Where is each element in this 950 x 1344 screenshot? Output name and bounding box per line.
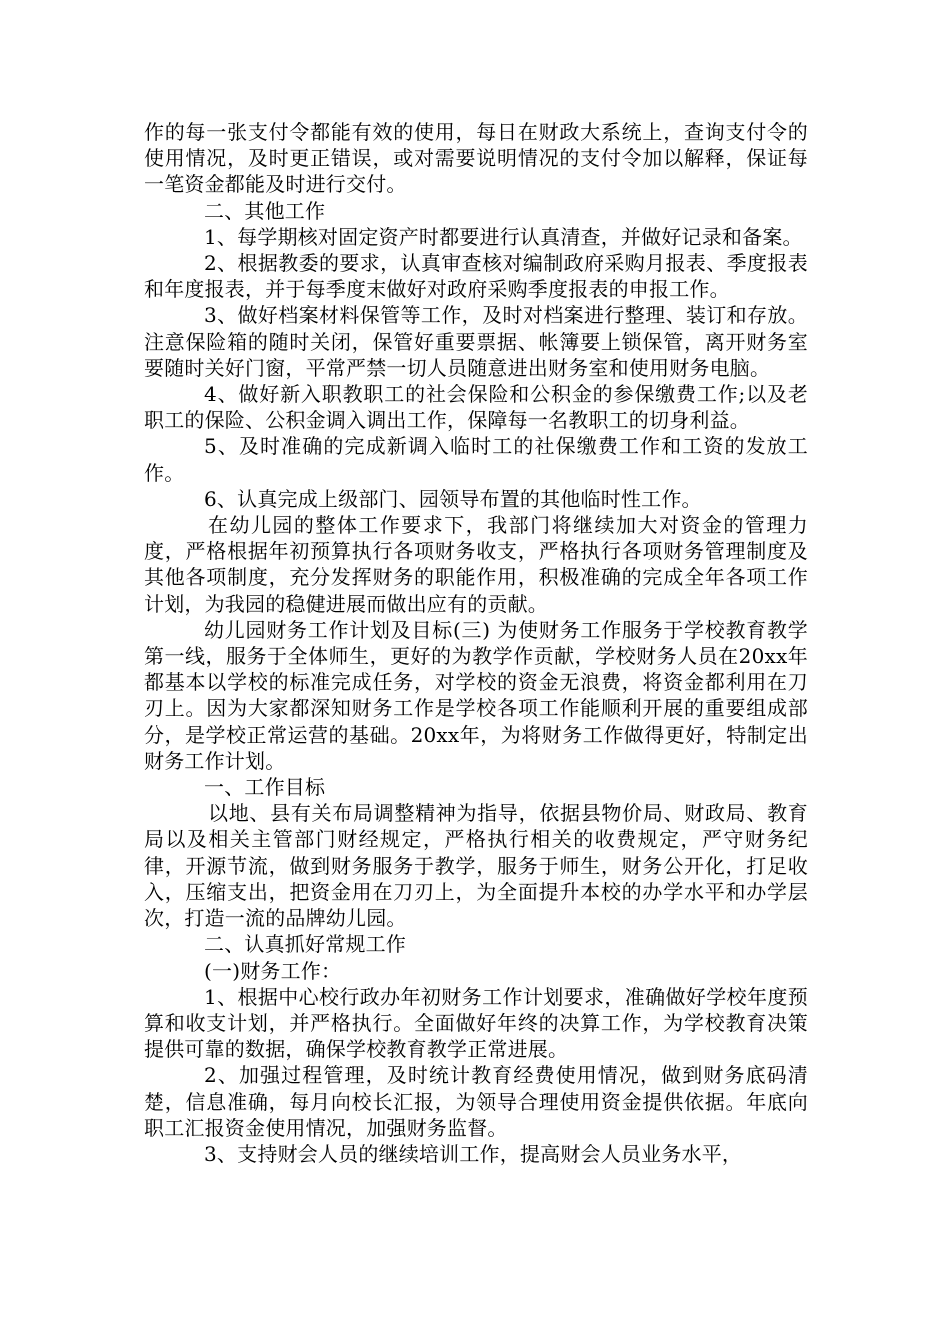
paragraph-plan-three-intro: 幼儿园财务工作计划及目标(三) 为使财务工作服务于学校教育教学第一线，服务于全体师生，更好的为教学作贡献，学校财务人员在20xx年都基本以学校的标准完成任务，对学校的资金无浪费，将资金都利用在刀刃上。因为大家都深知财务工作是学校各项工作能顺利开展的重要组成部分，是学校正常运营的基础。20xx年，为将财务工作做得更好，特制定出财务工作计划。 [144,617,808,773]
subsection-heading-finance-work: (一)财务工作： [204,958,342,983]
paragraph-item-2: 2、根据教委的要求，认真审查核对编制政府采购月报表、季度报表和年度报表，并于每季度末做好对政府采购季度报表的申报工作。 [144,251,808,302]
paragraph-summary: 在幼儿园的整体工作要求下，我部门将继续加大对资金的管理力度，严格根据年初预算执行各项财务收支，严格执行各项财务管理制度及其他各项制度，充分发挥财务的职能作用，积极准确的完成全年各项工作计划，为我园的稳健进展而做出应有的贡献。 [144,513,808,616]
section-heading-other-work: 二、其他工作 [204,198,326,223]
section-heading-routine-work: 二、认真抓好常规工作 [204,932,406,957]
paragraph-goals: 以地、县有关布局调整精神为指导，依据县物价局、财政局、教育局以及相关主管部门财经规定，严格执行相关的收费规定，严守财务纪律，开源节流，做到财务服务于教学，服务于师生，财务公开化，打足收入，压缩支出，把资金用在刀刃上，为全面提升本校的办学水平和办学层次，打造一流的品牌幼儿园。 [144,801,808,931]
paragraph-item-3: 3、做好档案材料保管等工作，及时对档案进行整理、装订和存放。注意保险箱的随时关闭，保管好重要票据、帐簿要上锁保管，离开财务室要随时关好门窗，平常严禁一切人员随意进出财务室和使用财务电脑。 [144,303,808,380]
paragraph-item-4: 4、做好新入职教职工的社会保险和公积金的参保缴费工作;以及老职工的保险、公积金调入调出工作，保障每一名教职工的切身利益。 [144,382,808,433]
document-page [144,119,808,1167]
paragraph-finance-item-3: 3、支持财会人员的继续培训工作，提高财会人员业务水平， [204,1141,743,1166]
paragraph-finance-item-1: 1、根据中心校行政办年初财务工作计划要求，准确做好学校年度预算和收支计划，并严格执行。全面做好年终的决算工作，为学校教育决策提供可靠的数据，确保学校教育教学正常进展。 [144,984,808,1062]
paragraph-item-6: 6、认真完成上级部门、园领导布置的其他临时性工作。 [204,486,702,511]
paragraph-finance-item-2: 2、加强过程管理，及时统计教育经费使用情况，做到财务底码清楚，信息准确，每月向校长汇报，为领导合理使用资金提供依据。年底向职工汇报资金使用情况，加强财务监督。 [144,1063,808,1140]
paragraph-payment-orders: 作的每一张支付令都能有效的使用，每日在财政大系统上，查询支付令的使用情况，及时更正错误，或对需要说明情况的支付令加以解释，保证每一笔资金都能及时进行交付。 [144,120,808,197]
paragraph-item-5: 5、及时准确的完成新调入临时工的社保缴费工作和工资的发放工作。 [144,434,808,485]
paragraph-item-1: 1、每学期核对固定资产时都要进行认真清查，并做好记录和备案。 [204,224,803,249]
section-heading-goals: 一、工作目标 [204,775,326,800]
